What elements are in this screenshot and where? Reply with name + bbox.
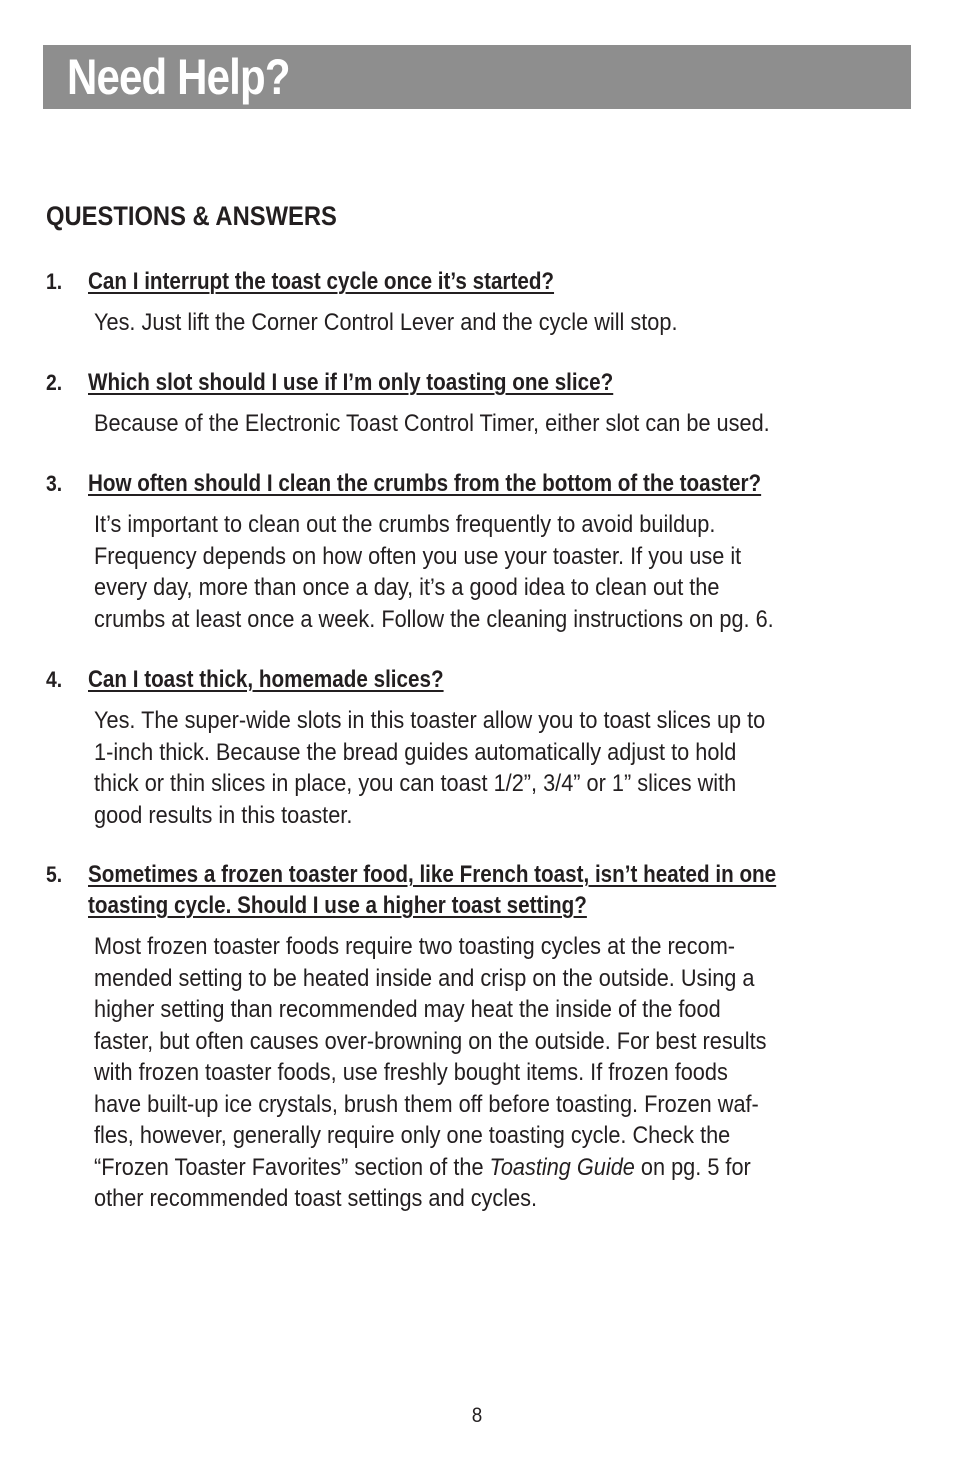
- answer-line: [94, 1152, 909, 1184]
- answer-line: 1-inch thick. Because the bread guides automatically adjust to hold: [94, 738, 737, 766]
- question-text: How often should I clean the crumbs from the bottom of the toaster?: [88, 470, 762, 497]
- question-row: [46, 859, 911, 921]
- question-row: [46, 367, 911, 398]
- answer-text: [94, 307, 909, 339]
- answer-text: [94, 931, 909, 1215]
- question-row: [46, 468, 911, 499]
- answer-line: thick or thin slices in place, you can toast 1/2”, 3/4” or 1” slices with: [94, 770, 737, 797]
- answer-line: Yes. Just lift the Corner Control Lever and the cycle will stop.: [94, 309, 678, 336]
- question-text: toasting cycle. Should I use a higher toast setting?: [88, 892, 587, 919]
- answer-line: other recommended toast settings and cycles.: [94, 1185, 538, 1212]
- answer-line: higher setting than recommended may heat the inside of the food: [94, 996, 721, 1023]
- question-number: 4.: [46, 667, 63, 692]
- answer-line: Because of the Electronic Toast Control Timer, either slot can be used.: [94, 410, 770, 437]
- question-number: 3.: [46, 471, 63, 496]
- page-number: 8: [471, 1404, 483, 1427]
- page-title: Need Help?: [67, 49, 290, 105]
- qa-item-5: [46, 859, 911, 1215]
- answer-line: Frequency depends on how often you use your toaster. If you use it: [94, 542, 742, 570]
- question-text: Which slot should I use if I’m only toasting one slice?: [88, 369, 614, 396]
- answer-text: [94, 408, 909, 440]
- qa-item-2: [46, 367, 911, 440]
- qa-item-4: [46, 664, 911, 831]
- answer-line: with frozen toaster foods, use freshly bought items. If frozen foods: [94, 1059, 728, 1086]
- answer-line: Yes. The super-wide slots in this toaster allow you to toast slices up to: [94, 707, 766, 734]
- answer-text: [94, 705, 909, 831]
- answer-text-segment: “Frozen Toaster Favorites” section of the: [94, 1153, 490, 1181]
- answer-line: every day, more than once a day, it’s a good idea to clean out the: [94, 574, 720, 601]
- answer-text-segment: on pg. 5 for: [634, 1153, 751, 1181]
- question-row: [46, 266, 911, 297]
- answer-line: mended setting to be heated inside and crisp on the outside. Using a: [94, 964, 755, 992]
- answer-line: It’s important to clean out the crumbs frequently to avoid buildup.: [94, 511, 716, 538]
- answer-line: fles, however, generally require only one toasting cycle. Check the: [94, 1122, 731, 1149]
- answer-line: faster, but often causes over-browning on the outside. For best results: [94, 1027, 767, 1055]
- question-row: [46, 664, 911, 695]
- qa-item-3: [46, 468, 911, 635]
- header-bar: [43, 45, 911, 109]
- question-text: Sometimes a frozen toaster food, like French toast, isn’t heated in one: [88, 861, 777, 888]
- answer-line: have built-up ice crystals, brush them off before toasting. Frozen waf-: [94, 1090, 759, 1118]
- answer-line: good results in this toaster.: [94, 801, 353, 829]
- question-text: Can I interrupt the toast cycle once it’s started?: [88, 268, 555, 295]
- answer-line: crumbs at least once a week. Follow the cleaning instructions on pg. 6.: [94, 605, 774, 633]
- question-number: 5.: [46, 862, 63, 887]
- qa-item-1: [46, 266, 911, 339]
- question-number: 2.: [46, 370, 63, 395]
- question-text: Can I toast thick, homemade slices?: [88, 666, 444, 693]
- answer-text: [94, 509, 909, 635]
- answer-line: Most frozen toaster foods require two toasting cycles at the recom-: [94, 933, 736, 960]
- toasting-guide-reference: Toasting Guide: [489, 1153, 635, 1181]
- question-number: 1.: [46, 269, 63, 294]
- section-heading: QUESTIONS & ANSWERS: [46, 201, 337, 231]
